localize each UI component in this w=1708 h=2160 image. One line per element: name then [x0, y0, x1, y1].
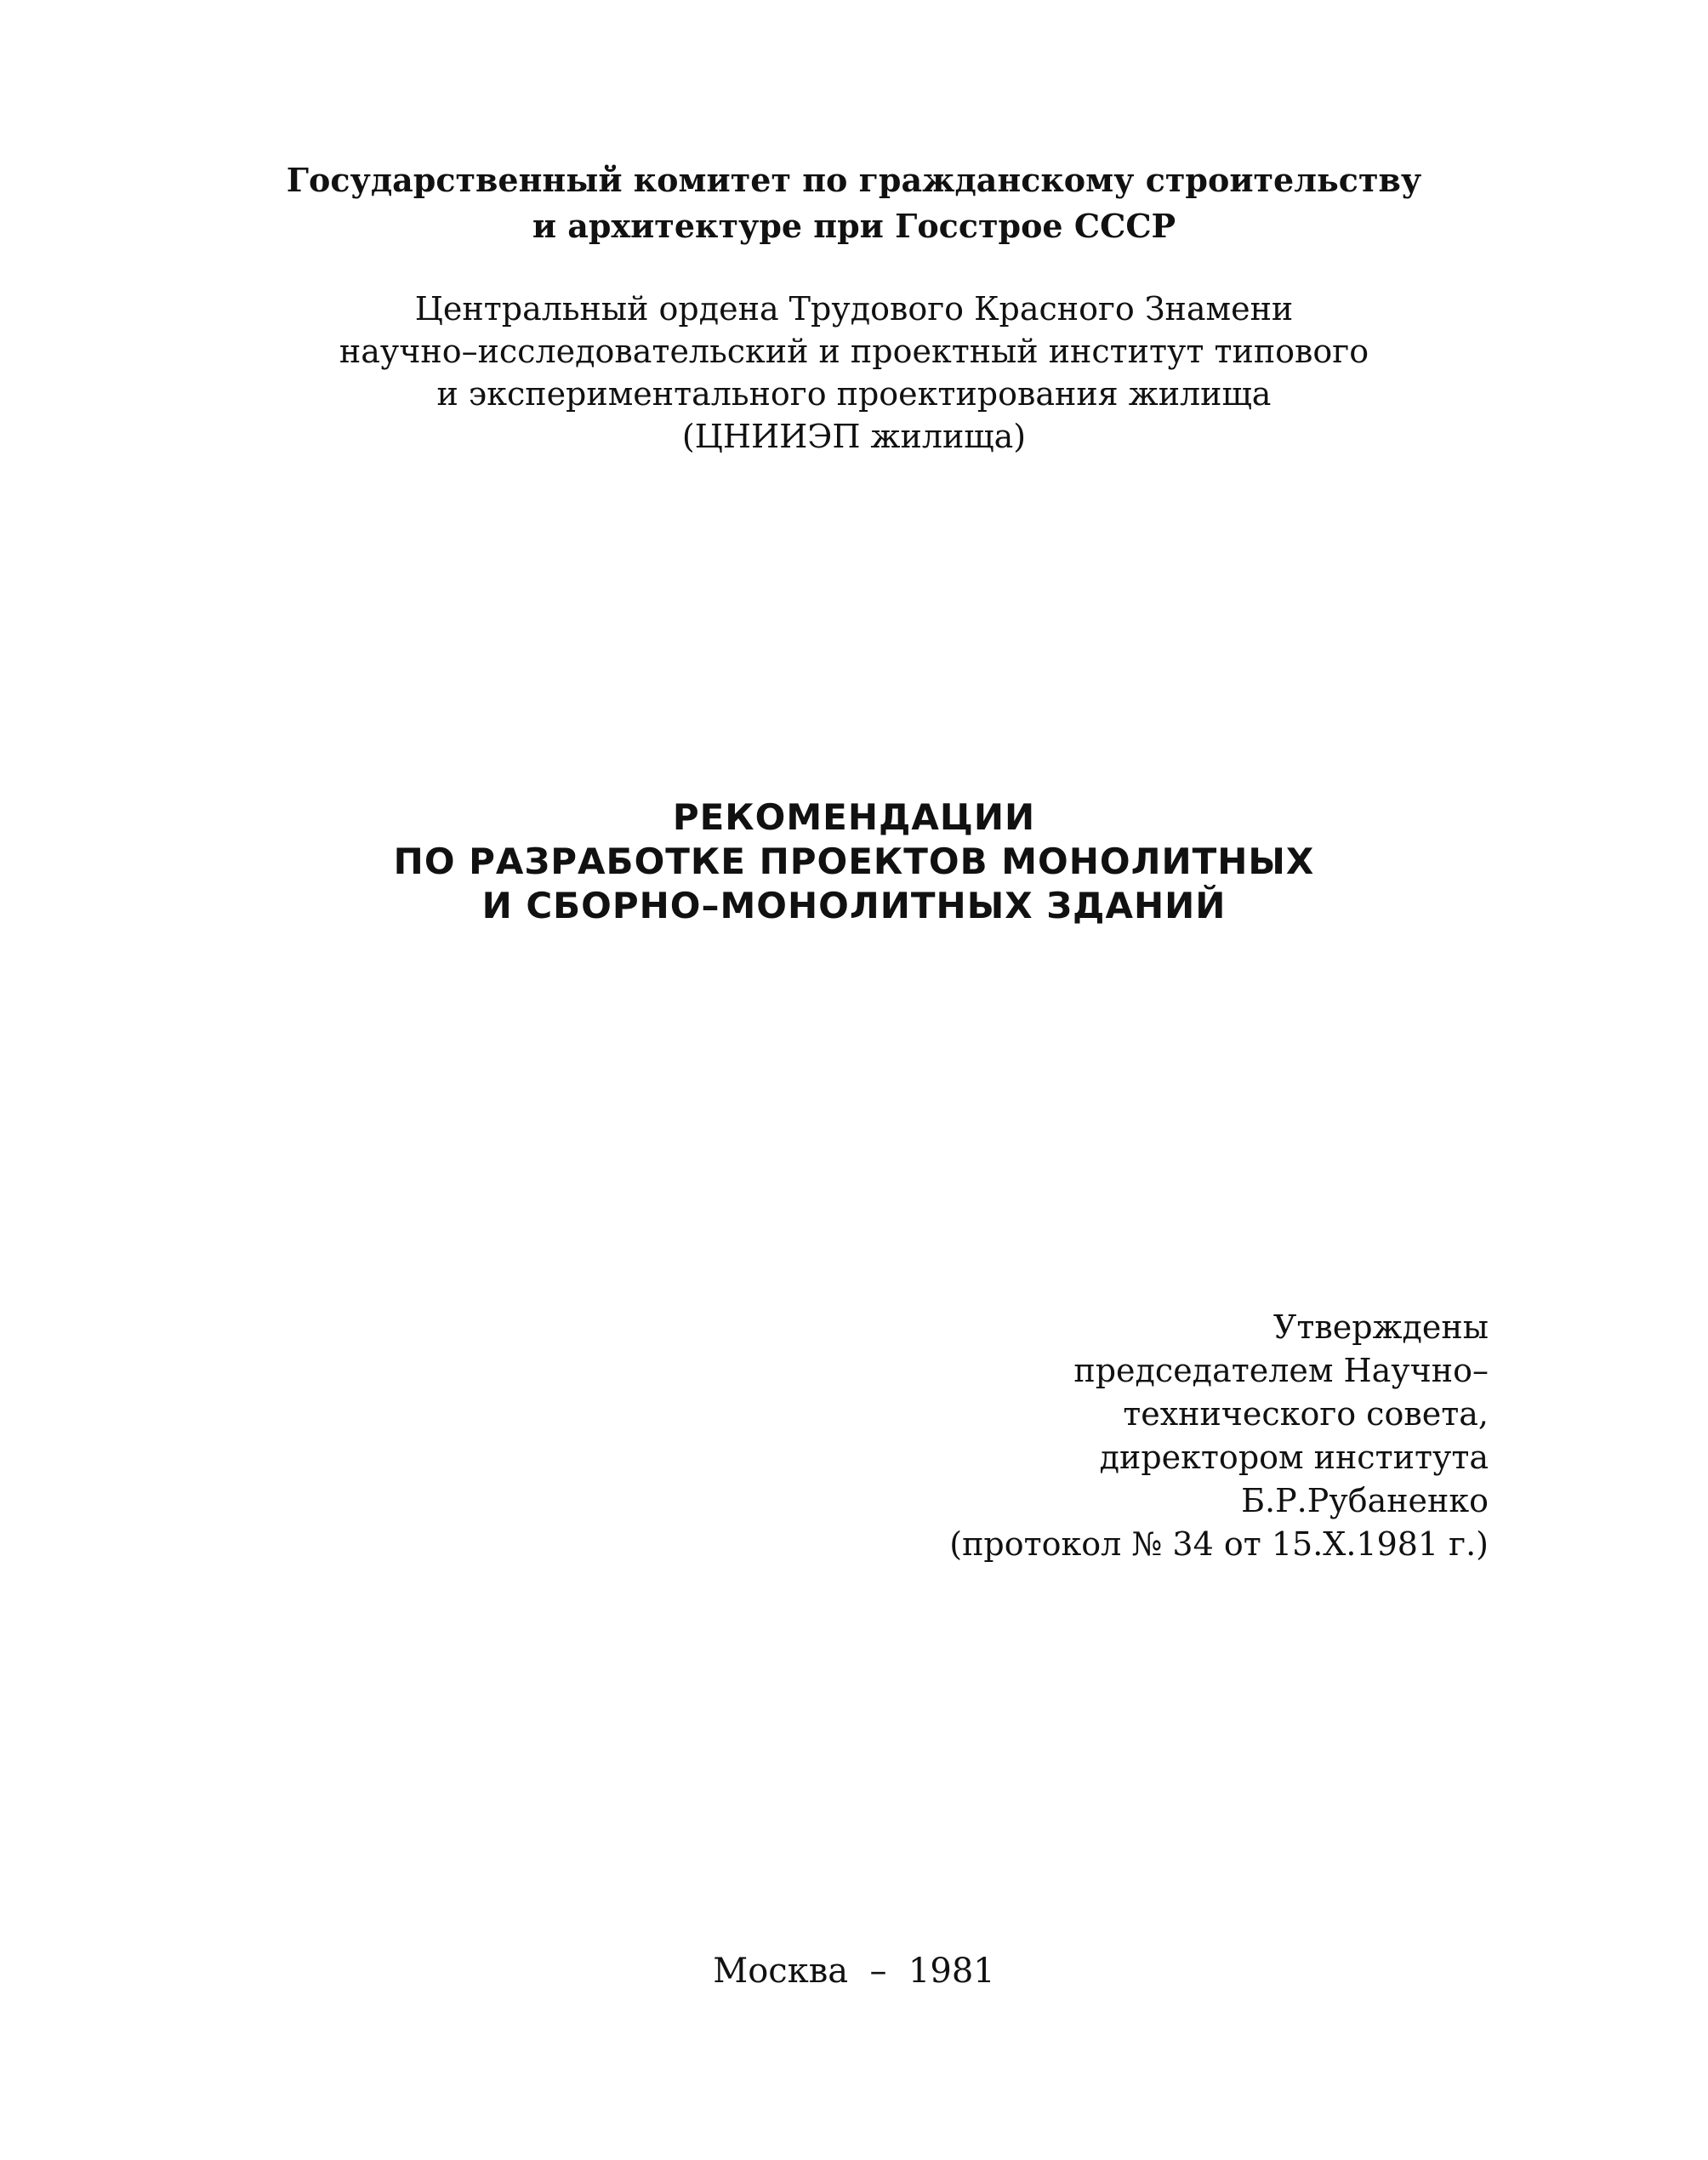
organization-header: [0, 157, 1708, 249]
organization-line: и архитектуре при Госстрое СССР: [532, 207, 1176, 245]
approver-name: Б.Р.Рубаненко: [1241, 1482, 1489, 1519]
protocol-reference: (протокол № 34 от 15.Х.1981 г.): [949, 1525, 1489, 1563]
title-line: ПО РАЗРАБОТКЕ ПРОЕКТОВ МОНОЛИТНЫХ: [393, 841, 1315, 882]
institute-abbreviation: (ЦНИИЭП жилища): [681, 418, 1027, 455]
organization-line: Государственный комитет по гражданскому строительству: [286, 161, 1422, 199]
institute-header: [0, 288, 1708, 458]
institute-line: научно–исследовательский и проектный институт типового: [339, 333, 1369, 370]
approval-line: председателем Научно–: [1073, 1352, 1489, 1389]
approval-note: [949, 1306, 1489, 1566]
approval-line: технического совета,: [1123, 1395, 1489, 1433]
place-and-year: Москва – 1981: [713, 1952, 995, 1991]
publication-footer: [0, 1950, 1708, 1992]
document-title: [0, 795, 1708, 928]
institute-line: Центральный ордена Трудового Красного Знамени: [414, 290, 1294, 328]
title-line: И СБОРНО–МОНОЛИТНЫХ ЗДАНИЙ: [481, 885, 1227, 926]
institute-line: и экспериментального проектирования жилища: [436, 375, 1272, 413]
title-line: РЕКОМЕНДАЦИИ: [672, 796, 1036, 838]
approval-line: Утверждены: [1272, 1308, 1489, 1346]
approval-line: директором института: [1099, 1439, 1489, 1476]
